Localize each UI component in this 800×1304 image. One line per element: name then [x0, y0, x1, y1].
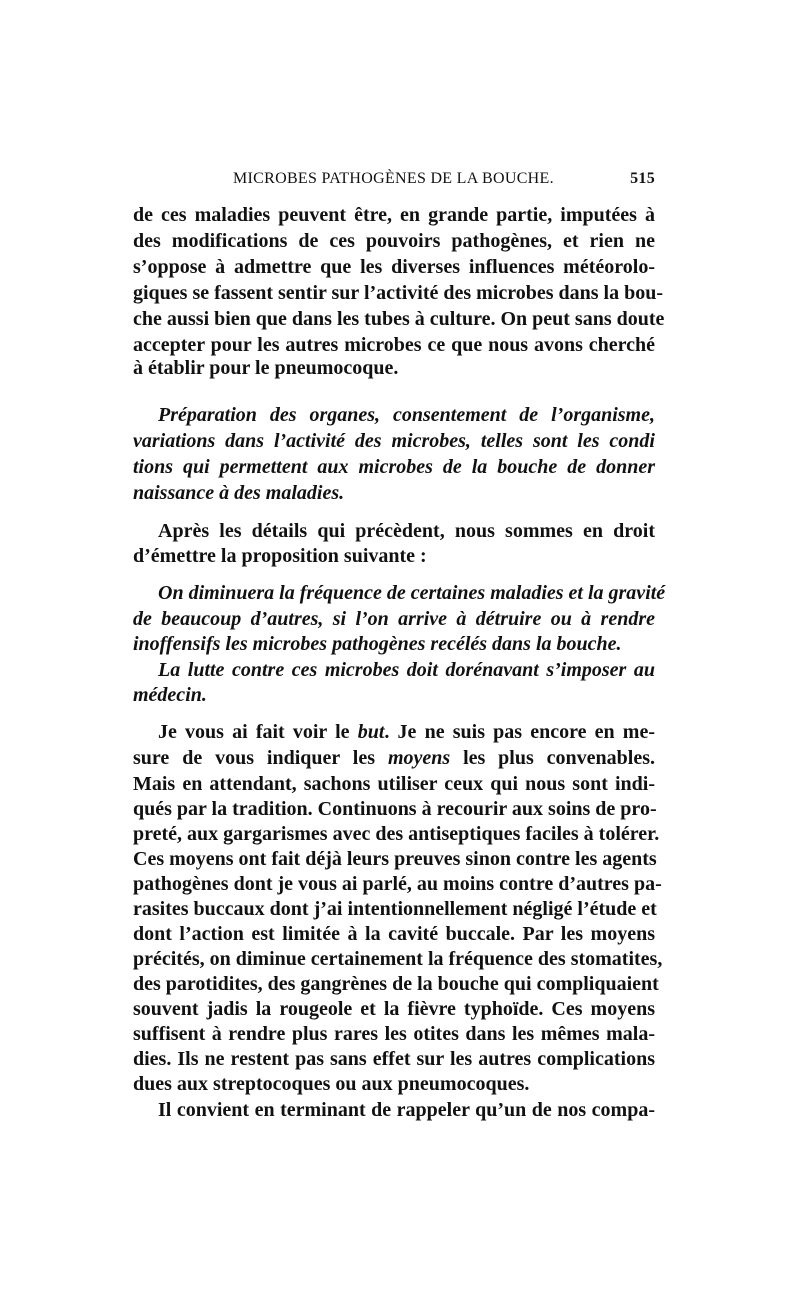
text-line: dont l’action est limitée à la cavité buccale. Par les moyens	[133, 923, 655, 945]
text-line: preté, aux gargarismes avec des antiseptiques faciles à tolérer.	[133, 823, 660, 845]
text-line	[158, 719, 655, 745]
text-line: giques se fassent sentir sur l’activité des microbes dans la bou-	[133, 282, 664, 304]
section-heading-line: variations dans l’activité des microbes, telles sont les condi	[133, 430, 655, 452]
text-line: de ces maladies peuvent être, en grande partie, imputées à	[133, 204, 655, 226]
text-line: d’émettre la proposition suivante :	[133, 545, 427, 567]
text-line: à établir pour le pneumocoque.	[133, 357, 399, 379]
text-segment: . Je ne suis pas encore en me-	[384, 721, 656, 743]
text-line: précités, on diminue certainement la fréquence des stomatites,	[133, 948, 663, 970]
text-line: suffisent à rendre plus rares les otites dans les mêmes mala-	[133, 1023, 655, 1045]
page-number: 515	[630, 170, 655, 187]
page-header	[133, 170, 655, 194]
text-line	[133, 745, 655, 771]
text-line: accepter pour les autres microbes ce que nous avons cherché	[133, 334, 655, 356]
text-line: che aussi bien que dans les tubes à culture. On peut sans doute	[133, 308, 665, 330]
text-line: dues aux streptocoques ou aux pneumocoques.	[133, 1073, 530, 1095]
text-line: des modifications de ces pouvoirs pathogènes, et rien ne	[133, 230, 655, 252]
text-segment: Je vous ai fait voir le	[158, 721, 350, 743]
emphasis-moyens: moyens	[387, 747, 451, 769]
proposition-line: On diminuera la fréquence de certaines maladies et la gravité	[158, 582, 666, 604]
text-line: dies. Ils ne restent pas sans effet sur les autres complications	[133, 1048, 655, 1070]
section-heading-line: tions qui permettent aux microbes de la bouche de donner	[133, 456, 655, 478]
text-line: des parotidites, des gangrènes de la bouche qui compliquaient	[133, 973, 659, 995]
running-title: MICROBES PATHOGÈNES DE LA BOUCHE.	[233, 170, 554, 187]
text-line: Après les détails qui précèdent, nous sommes en droit	[158, 520, 655, 542]
text-line: qués par la tradition. Continuons à recourir aux soins de pro-	[133, 798, 657, 820]
proposition-line: La lutte contre ces microbes doit dorénavant s’imposer au	[158, 659, 655, 681]
text-line: s’oppose à admettre que les diverses influences météorolo-	[133, 256, 655, 278]
section-heading-line: naissance à des maladies.	[133, 482, 345, 504]
text-line: rasites buccaux dont j’ai intentionnellement négligé l’étude et	[133, 898, 657, 920]
text-line: Il convient en terminant de rappeler qu’un de nos compa-	[158, 1099, 655, 1121]
section-heading-line: Préparation des organes, consentement de l’organisme,	[158, 404, 655, 426]
proposition-line: de beaucoup d’autres, si l’on arrive à détruire ou à rendre	[133, 608, 655, 630]
emphasis-but: but	[357, 721, 385, 743]
text-segment: les plus convenables.	[463, 747, 656, 769]
proposition-line: médecin.	[133, 684, 207, 706]
text-line: Mais en attendant, sachons utiliser ceux qui nous sont indi-	[133, 773, 655, 795]
text-line: souvent jadis la rougeole et la fièvre typhoïde. Ces moyens	[133, 998, 655, 1020]
proposition-line: inoffensifs les microbes pathogènes recélés dans la bouche.	[133, 633, 622, 655]
text-line: pathogènes dont je vous ai parlé, au moins contre d’autres pa-	[133, 873, 662, 895]
text-line: Ces moyens ont fait déjà leurs preuves sinon contre les agents	[133, 848, 657, 870]
text-segment: sure de vous indiquer les	[133, 747, 376, 769]
